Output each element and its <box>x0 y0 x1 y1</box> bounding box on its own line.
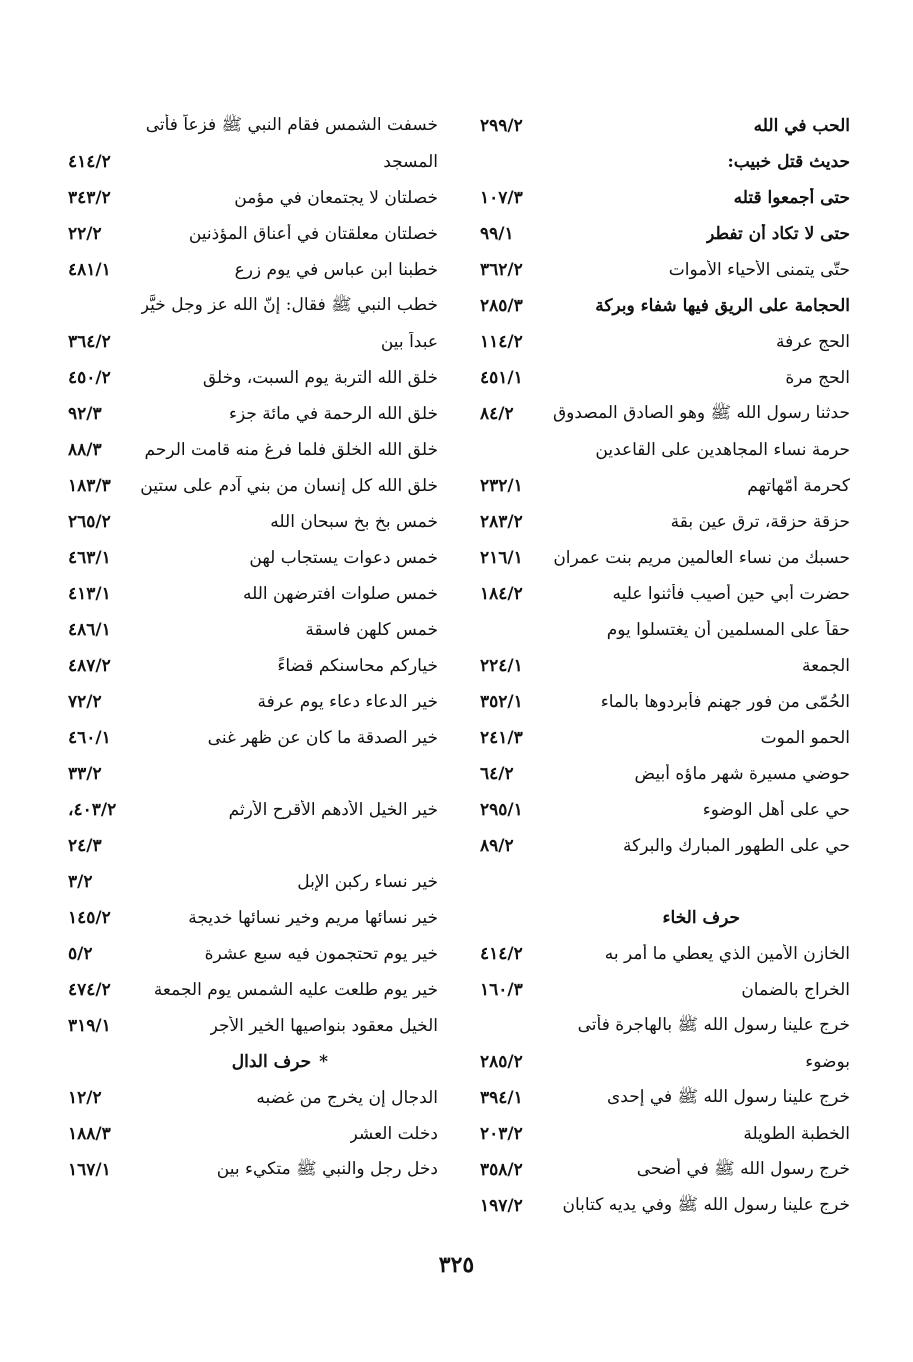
entry-text: حسبك من نساء العالمين مريم بنت عمران <box>553 548 850 568</box>
entry-reference: ٤١٤/٢ <box>480 944 523 964</box>
index-entry <box>68 684 438 720</box>
entry-reference: ٤٥١/١ <box>480 368 523 388</box>
entry-reference: ٦٤/٢ <box>480 764 514 784</box>
entry-text: حدثنا رسول الله ﷺ وهو الصادق المصدوق <box>552 402 850 423</box>
index-entry <box>480 360 850 396</box>
entry-text: خير يوم تحتجمون فيه سبع عشرة <box>204 944 438 964</box>
index-entry <box>68 432 438 468</box>
entry-reference: ١٨٤/٢ <box>480 584 523 604</box>
entry-text: دخل رجل والنبي ﷺ متكيء بين <box>216 1158 438 1179</box>
entry-text: خير الصدقة ما كان عن ظهر غنى <box>207 728 438 748</box>
entry-reference: ٧٢/٢ <box>68 692 102 712</box>
entry-text: خير الدعاء دعاء يوم عرفة <box>257 692 438 712</box>
entry-reference: ٢٦٥/٢ <box>68 512 111 532</box>
entry-reference: ٢٢٤/١ <box>480 656 523 676</box>
index-entry <box>480 540 850 576</box>
entry-text: حتى لا تكاد أن تفطر <box>706 224 850 244</box>
entry-reference: ٨٤/٢ <box>480 404 514 424</box>
section-title: حرف الدال <box>231 1052 312 1072</box>
entry-text: خمس دعوات يستجاب لهن <box>249 548 438 568</box>
index-entry <box>480 396 850 432</box>
index-entry <box>68 1080 438 1116</box>
index-entry <box>68 504 438 540</box>
entry-reference: ٣٥٢/١ <box>480 692 523 712</box>
entry-reference: ١٦٧/١ <box>68 1160 111 1180</box>
entry-reference: ١٤٥/٢ <box>68 908 111 928</box>
index-entry <box>480 1152 850 1188</box>
index-entry <box>480 720 850 756</box>
entry-text: خمس بخ بخ سبحان الله <box>270 512 438 532</box>
entry-text: حتى أجمعوا قتله <box>733 188 850 208</box>
index-entry <box>68 288 438 324</box>
entry-reference: ١٩٧/٢ <box>480 1196 523 1216</box>
index-entry <box>68 540 438 576</box>
index-entry <box>480 864 850 900</box>
entry-text: خسفت الشمس فقام النبي ﷺ فزعاً فأتى <box>145 114 438 135</box>
entry-reference: ٣/٢ <box>68 872 93 892</box>
entry-text: حقاً على المسلمين أن يغتسلوا يوم <box>606 620 850 640</box>
entry-reference: ١٨٣/٣ <box>68 476 111 496</box>
entry-text: خرج علينا رسول الله ﷺ وفي يديه كتابان <box>562 1194 850 1215</box>
entry-text: عبداً بين <box>380 332 438 352</box>
index-entry <box>480 288 850 324</box>
index-entry <box>480 1116 850 1152</box>
right-column <box>480 108 850 1224</box>
index-entry <box>480 468 850 504</box>
entry-reference: ٨٨/٣ <box>68 440 102 460</box>
entry-reference: ٢١٦/١ <box>480 548 523 568</box>
entry-text: الخطبة الطويلة <box>743 1124 850 1144</box>
entry-text: الحُمّى من فور جهنم فأبردوها بالماء <box>600 692 850 712</box>
entry-text: بوضوء <box>805 1052 850 1072</box>
entry-text: خرج علينا رسول الله ﷺ بالهاجرة فأتى <box>577 1014 850 1035</box>
entry-reference: ٤١٤/٢ <box>68 152 111 172</box>
entry-text: الدجال إن يخرج من غضبه <box>256 1088 438 1108</box>
entry-text: خصلتان معلقتان في أعناق المؤذنين <box>188 224 438 244</box>
entry-text: خلق الله الخلق فلما فرغ منه قامت الرحم <box>144 440 438 460</box>
index-entry <box>68 936 438 972</box>
entry-text: حديث قتل خبيب: <box>727 152 850 172</box>
entry-reference: ٢٨٥/٣ <box>480 296 523 316</box>
section-star: * <box>319 1052 328 1072</box>
page-number: ٣٢٥ <box>438 1252 475 1278</box>
entry-reference: ١٦٠/٣ <box>480 980 523 1000</box>
entry-text: حي على الطهور المبارك والبركة <box>622 836 850 856</box>
entry-reference: ١٠٧/٣ <box>480 188 523 208</box>
entry-reference: ٤٦٠/١ <box>68 728 111 748</box>
index-entry <box>68 792 438 828</box>
entry-reference: ٢٨٥/٢ <box>480 1052 523 1072</box>
entry-reference: ٣٦٤/٢ <box>68 332 111 352</box>
entry-reference: ٢٤/٣ <box>68 836 102 856</box>
entry-text: الجمعة <box>801 656 850 676</box>
index-entry <box>68 252 438 288</box>
left-column <box>68 108 438 1188</box>
entry-reference: ٥/٢ <box>68 944 93 964</box>
index-entry <box>480 828 850 864</box>
index-entry <box>68 324 438 360</box>
entry-reference: ٤١٣/١ <box>68 584 111 604</box>
index-entry <box>480 756 850 792</box>
index-entry <box>480 432 850 468</box>
index-entry <box>68 612 438 648</box>
index-entry <box>68 108 438 144</box>
index-entry <box>68 360 438 396</box>
entry-text: خير نساء ركبن الإبل <box>297 872 438 892</box>
entry-reference: ٣٤٣/٢ <box>68 188 111 208</box>
entry-reference: ٤٨٧/٢ <box>68 656 111 676</box>
entry-reference: ٢٤١/٣ <box>480 728 523 748</box>
index-entry <box>68 900 438 936</box>
entry-text: خرج علينا رسول الله ﷺ في إحدى <box>606 1086 850 1107</box>
entry-reference: ٢٩٥/١ <box>480 800 523 820</box>
index-entry <box>480 648 850 684</box>
entry-reference: ١٨٨/٣ <box>68 1124 111 1144</box>
entry-text: حضرت أبي حين أصيب فأثنوا عليه <box>612 584 850 604</box>
entry-text: الحجامة على الريق فيها شفاء وبركة <box>595 296 850 316</box>
entry-text: خير نسائها مريم وخير نسائها خديجة <box>188 908 438 928</box>
entry-text: حتّى يتمنى الأحياء الأموات <box>668 260 850 280</box>
index-entry <box>68 576 438 612</box>
entry-reference: ٣٥٨/٢ <box>480 1160 523 1180</box>
entry-text: خير يوم طلعت عليه الشمس يوم الجمعة <box>153 980 438 1000</box>
entry-text: الحج مرة <box>785 368 850 388</box>
entry-text: حرمة نساء المجاهدين على القاعدين <box>595 440 850 460</box>
index-entry <box>68 180 438 216</box>
entry-text: الحج عرفة <box>775 332 850 352</box>
entry-reference: ٤٨١/١ <box>68 260 111 280</box>
entry-reference: ٣٦٢/٢ <box>480 260 523 280</box>
entry-text: خطبنا ابن عباس في يوم زرع <box>234 260 438 280</box>
index-entry <box>68 1152 438 1188</box>
index-entry <box>68 468 438 504</box>
entry-text: حي على أهل الوضوء <box>702 800 850 820</box>
index-entry <box>480 108 850 144</box>
section-header <box>68 1044 438 1080</box>
entry-reference: ٨٩/٢ <box>480 836 514 856</box>
entry-reference: ٤٠٣/٢، <box>68 800 117 820</box>
index-entry <box>68 720 438 756</box>
section-title: حرف الخاء <box>662 908 740 928</box>
index-entry <box>480 252 850 288</box>
index-entry <box>68 1008 438 1044</box>
entry-reference: ٤٥٠/٢ <box>68 368 111 388</box>
entry-reference: ٩٩/١ <box>480 224 514 244</box>
entry-text: خصلتان لا يجتمعان في مؤمن <box>234 188 438 208</box>
entry-reference: ٣٣/٢ <box>68 764 102 784</box>
index-entry <box>68 864 438 900</box>
entry-reference: ٢٠٣/٢ <box>480 1124 523 1144</box>
entry-text: خطب النبي ﷺ فقال: إنّ الله عز وجل خيَّر <box>140 294 438 315</box>
entry-reference: ٣٩٤/١ <box>480 1088 523 1108</box>
entry-reference: ٩٢/٣ <box>68 404 102 424</box>
entry-text: المسجد <box>383 152 438 172</box>
entry-text: كحرمة أمّهاتهم <box>747 476 850 496</box>
index-entry <box>480 792 850 828</box>
entry-reference: ٢٩٩/٢ <box>480 116 523 136</box>
entry-text: خياركم محاسنكم قضاءً <box>277 656 438 676</box>
index-entry <box>480 504 850 540</box>
index-entry <box>480 324 850 360</box>
entry-reference: ٣١٩/١ <box>68 1016 111 1036</box>
entry-text: الخازن الأمين الذي يعطي ما أُمر به <box>604 944 850 964</box>
entry-text: حوضي مسيرة شهر ماؤه أبيض <box>634 764 850 784</box>
entry-reference: ١٢/٢ <box>68 1088 102 1108</box>
entry-text: دخلت العشر <box>349 1124 438 1144</box>
entry-text: خرج رسول الله ﷺ في أضحى <box>636 1158 850 1179</box>
index-entry <box>480 144 850 180</box>
entry-text: الحمو الموت <box>760 728 850 748</box>
entry-reference: ٤٧٤/٢ <box>68 980 111 1000</box>
index-entry <box>480 1044 850 1080</box>
index-entry <box>68 648 438 684</box>
index-entry <box>68 756 438 792</box>
entry-text: خلق الله كل إنسان من بني آدم على ستين <box>140 476 438 496</box>
index-entry <box>480 1080 850 1116</box>
index-entry <box>68 972 438 1008</box>
index-entry <box>480 936 850 972</box>
index-entry <box>480 684 850 720</box>
section-header <box>480 900 850 936</box>
entry-reference: ٤٨٦/١ <box>68 620 111 640</box>
index-entry <box>68 1116 438 1152</box>
index-entry <box>68 216 438 252</box>
entry-reference: ٤٦٣/١ <box>68 548 111 568</box>
index-entry <box>68 144 438 180</box>
index-entry <box>480 180 850 216</box>
entry-reference: ٢٢/٢ <box>68 224 102 244</box>
entry-text: خمس صلوات افترضهن الله <box>242 584 438 604</box>
index-entry <box>480 612 850 648</box>
index-entry <box>480 216 850 252</box>
entry-text: الخراج بالضمان <box>741 980 850 1000</box>
entry-text: خمس كلهن فاسقة <box>305 620 438 640</box>
entry-reference: ١١٤/٢ <box>480 332 523 352</box>
index-entry <box>480 1008 850 1044</box>
entry-text: خلق الله التربة يوم السبت، وخلق <box>202 368 438 388</box>
entry-text: حزقة حزقة، ترق عين بقة <box>670 512 850 532</box>
entry-text: الحب في الله <box>753 116 850 136</box>
entry-reference: ٢٣٢/١ <box>480 476 523 496</box>
entry-text: خير الخيل الأدهم الأقرح الأرثم <box>228 800 438 820</box>
entry-text: الخيل معقود بنواصيها الخير الأجر <box>209 1016 438 1036</box>
index-entry <box>480 1188 850 1224</box>
index-entry <box>480 576 850 612</box>
index-entry <box>68 828 438 864</box>
entry-text: خلق الله الرحمة في مائة جزء <box>228 404 438 424</box>
entry-reference: ٢٨٣/٢ <box>480 512 523 532</box>
index-entry <box>480 972 850 1008</box>
index-entry <box>68 396 438 432</box>
